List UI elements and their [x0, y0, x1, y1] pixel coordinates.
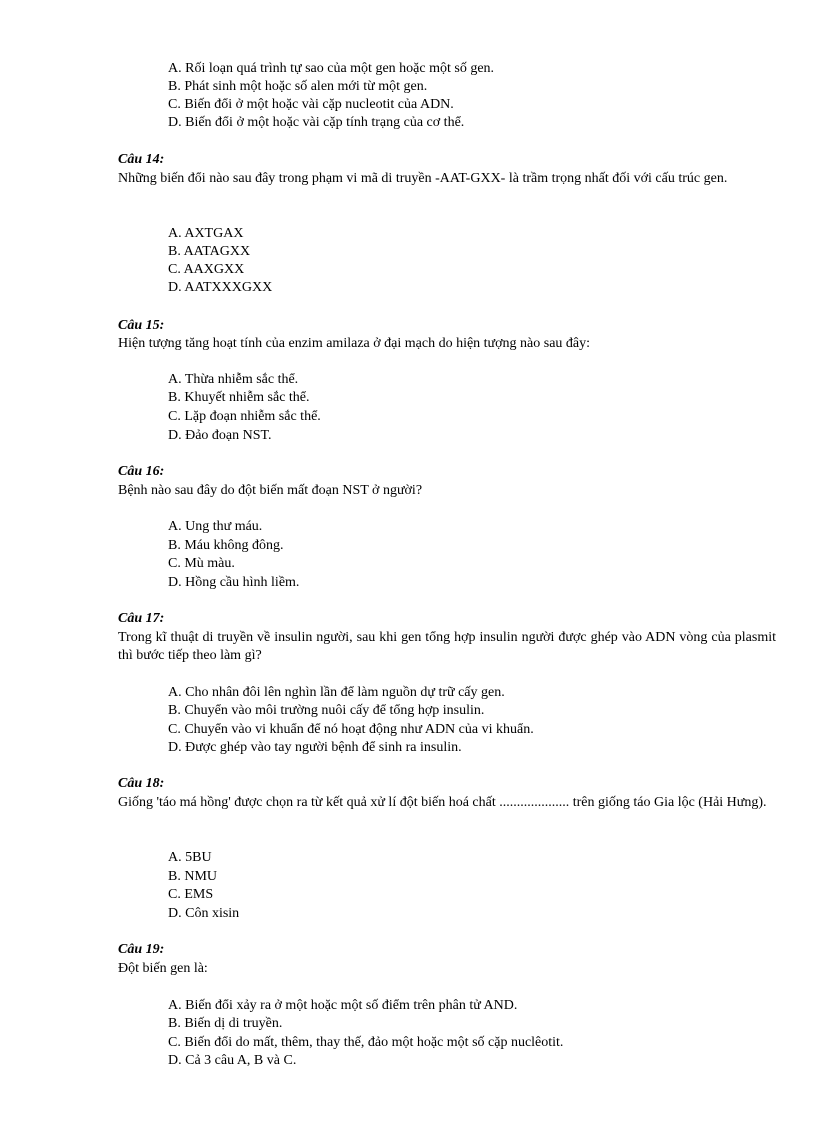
option-d: D. Côn xisin — [168, 906, 240, 921]
option-c: C. Biến đổi do mất, thêm, thay thế, đảo một hoặc một số cặp nuclêotit. — [168, 1035, 564, 1050]
option-b: B. Phát sinh một hoặc số alen mới từ một gen. — [168, 79, 428, 94]
option-c: C. AAXGXX — [168, 262, 245, 277]
option-d: D. Cả 3 câu A, B và C. — [168, 1053, 297, 1068]
question-title: Câu 15: — [118, 318, 165, 333]
option-d: D. Đảo đoạn NST. — [168, 428, 272, 443]
option-b: B. NMU — [168, 869, 218, 884]
question-stem: Trong kĩ thuật di truyền về insulin người, sau khi gen tổng hợp insulin người được ghép vào ADN vòng của plasmit thì bước tiếp theo làm gì? — [118, 630, 776, 663]
question-title: Câu 14: — [118, 152, 165, 167]
option-c: C. Lặp đoạn nhiễm sắc thể. — [168, 409, 321, 424]
question-stem: Hiện tượng tăng hoạt tính của enzim amilaza ở đại mạch do hiện tượng nào sau đây: — [118, 336, 591, 351]
option-c: C. Mù màu. — [168, 556, 235, 571]
question-stem: Những biến đổi nào sau đây trong phạm vi mã di truyền -AAT-GXX- là trầm trọng nhất đối với cấu trúc gen. — [118, 171, 728, 186]
option-a: A. AXTGAX — [168, 226, 244, 241]
option-b: B. Biến dị di truyền. — [168, 1016, 283, 1031]
option-a: A. Thừa nhiễm sắc thể. — [168, 372, 299, 387]
question-title: Câu 18: — [118, 776, 165, 791]
option-a: A. Rối loạn quá trình tự sao của một gen hoặc một số gen. — [168, 61, 495, 76]
question-title: Câu 16: — [118, 464, 165, 479]
option-d: D. Hồng cầu hình liềm. — [168, 575, 300, 590]
option-c: C. EMS — [168, 887, 214, 902]
option-d: D. Được ghép vào tay người bệnh để sinh ra insulin. — [168, 740, 462, 755]
option-d: D. AATXXXGXX — [168, 280, 273, 295]
option-b: B. AATAGXX — [168, 244, 251, 259]
option-a: A. 5BU — [168, 850, 212, 865]
option-d: D. Biến đổi ở một hoặc vài cặp tính trạng của cơ thể. — [168, 115, 465, 130]
option-a: A. Ung thư máu. — [168, 519, 263, 534]
option-c: C. Biến đổi ở một hoặc vài cặp nucleotit của ADN. — [168, 97, 454, 112]
question-title: Câu 17: — [118, 611, 165, 626]
question-stem: Giống 'táo má hồng' được chọn ra từ kết quả xử lí đột biến hoá chất .................... trên giống táo Gia lộc (Hải Hưng). — [118, 795, 767, 810]
question-stem: Đột biến gen là: — [118, 961, 208, 976]
option-c: C. Chuyển vào vi khuẩn để nó hoạt động như ADN của vi khuẩn. — [168, 722, 534, 737]
option-a: A. Biến đổi xảy ra ở một hoặc một số điểm trên phân tử AND. — [168, 998, 518, 1013]
option-b: B. Khuyết nhiễm sắc thể. — [168, 390, 310, 405]
question-title: Câu 19: — [118, 942, 165, 957]
option-b: B. Máu không đông. — [168, 538, 284, 553]
question-stem: Bệnh nào sau đây do đột biến mất đoạn NST ở người? — [118, 483, 423, 498]
option-a: A. Cho nhân đôi lên nghìn lần để làm nguồn dự trữ cấy gen. — [168, 685, 505, 700]
option-b: B. Chuyển vào môi trường nuôi cấy để tổng hợp insulin. — [168, 703, 485, 718]
